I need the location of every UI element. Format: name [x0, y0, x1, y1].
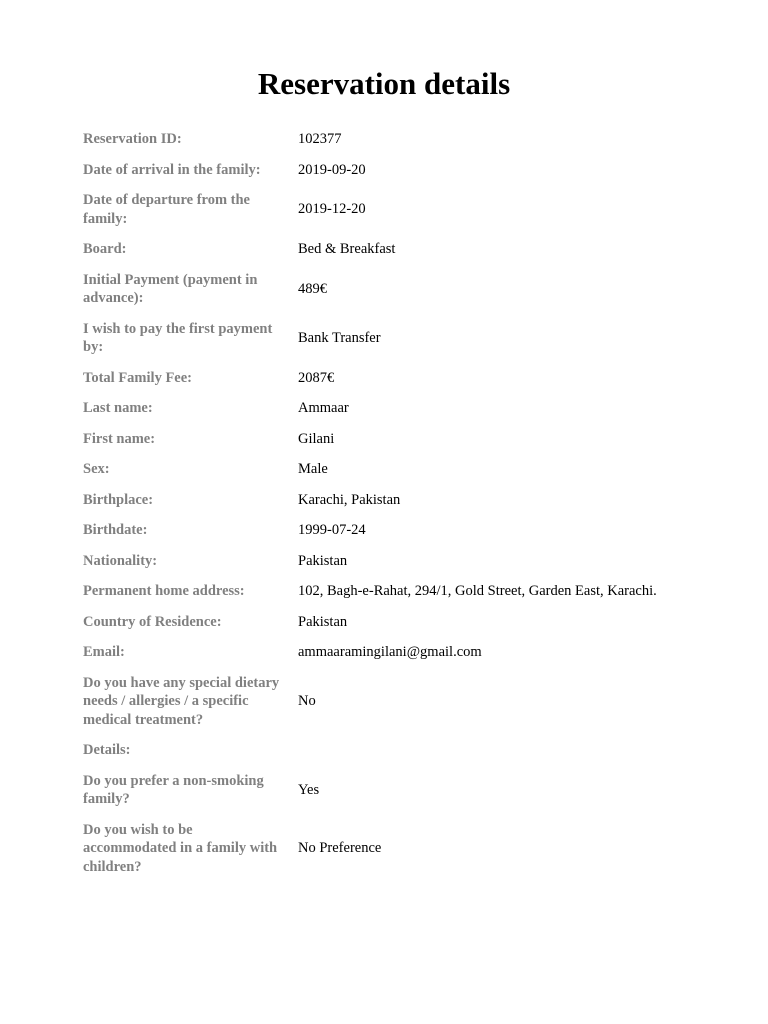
- row-children-preference: [76, 815, 716, 883]
- field-label: Do you have any special dietary needs / allergies / a specific medical treatment?: [83, 674, 280, 728]
- field-value: 102377: [298, 131, 342, 147]
- row-first-name: [76, 424, 716, 455]
- field-value: 1999-07-24: [298, 522, 366, 538]
- row-payment-method: [76, 314, 716, 363]
- row-home-address: [76, 576, 716, 607]
- row-dietary-needs: [76, 668, 716, 736]
- field-label: Sex:: [83, 461, 110, 477]
- reservation-details-table: [76, 124, 716, 882]
- row-birthplace: [76, 485, 716, 516]
- page-title: Reservation details: [257, 66, 511, 101]
- field-value: ammaaramingilani@gmail.com: [298, 644, 482, 660]
- field-label: Email:: [83, 644, 125, 660]
- row-email: [76, 637, 716, 668]
- field-label: Do you prefer a non-smoking family?: [83, 772, 264, 807]
- field-label: I wish to pay the first payment by:: [83, 320, 273, 355]
- field-value: 102, Bagh-e-Rahat, 294/1, Gold Street, Garden East, Karachi.: [298, 583, 657, 599]
- field-value: [291, 735, 716, 766]
- field-value: 2019-09-20: [298, 161, 366, 178]
- field-value: Bank Transfer: [298, 329, 381, 346]
- field-label: Initial Payment (payment in advance):: [83, 271, 258, 306]
- field-label: Last name:: [83, 400, 153, 416]
- field-value: Pakistan: [298, 613, 348, 630]
- field-label: Total Family Fee:: [83, 369, 192, 386]
- field-label: Birthplace:: [83, 491, 154, 508]
- row-total-family-fee: [76, 363, 716, 394]
- row-reservation-id: [76, 124, 716, 155]
- row-non-smoking: [76, 766, 716, 815]
- field-label: First name:: [83, 430, 156, 447]
- row-country-of-residence: [76, 607, 716, 638]
- field-value: 2019-12-20: [298, 201, 366, 218]
- field-value: 2087€: [298, 369, 335, 386]
- field-label: Reservation ID:: [83, 131, 182, 147]
- field-label: Birthdate:: [83, 522, 148, 538]
- field-label: Nationality:: [83, 552, 158, 569]
- field-label: Permanent home address:: [83, 583, 245, 599]
- field-value: No Preference: [298, 840, 382, 856]
- field-value: Pakistan: [298, 552, 348, 569]
- field-label: Do you wish to be accommodated in a family with children?: [83, 821, 278, 875]
- row-last-name: [76, 393, 716, 424]
- field-value: Gilani: [298, 430, 335, 447]
- field-label: Country of Residence:: [83, 613, 222, 630]
- field-label: Date of departure from the family:: [83, 192, 250, 227]
- field-value: No: [298, 693, 316, 709]
- field-value: Karachi, Pakistan: [298, 491, 401, 508]
- row-birthdate: [76, 515, 716, 546]
- field-label: Date of arrival in the family:: [83, 161, 261, 178]
- field-value: Ammaar: [298, 400, 349, 416]
- field-value: Male: [298, 461, 328, 477]
- row-details: [76, 735, 716, 766]
- row-arrival-date: [76, 155, 716, 186]
- row-departure-date: [76, 185, 716, 234]
- field-value: 489€: [298, 280, 327, 297]
- row-sex: [76, 454, 716, 485]
- row-initial-payment: [76, 265, 716, 314]
- field-label: Details:: [83, 742, 131, 758]
- field-value: Bed & Breakfast: [298, 241, 396, 257]
- row-board: [76, 234, 716, 265]
- field-value: Yes: [298, 781, 320, 798]
- field-label: Board:: [83, 241, 127, 257]
- row-nationality: [76, 546, 716, 577]
